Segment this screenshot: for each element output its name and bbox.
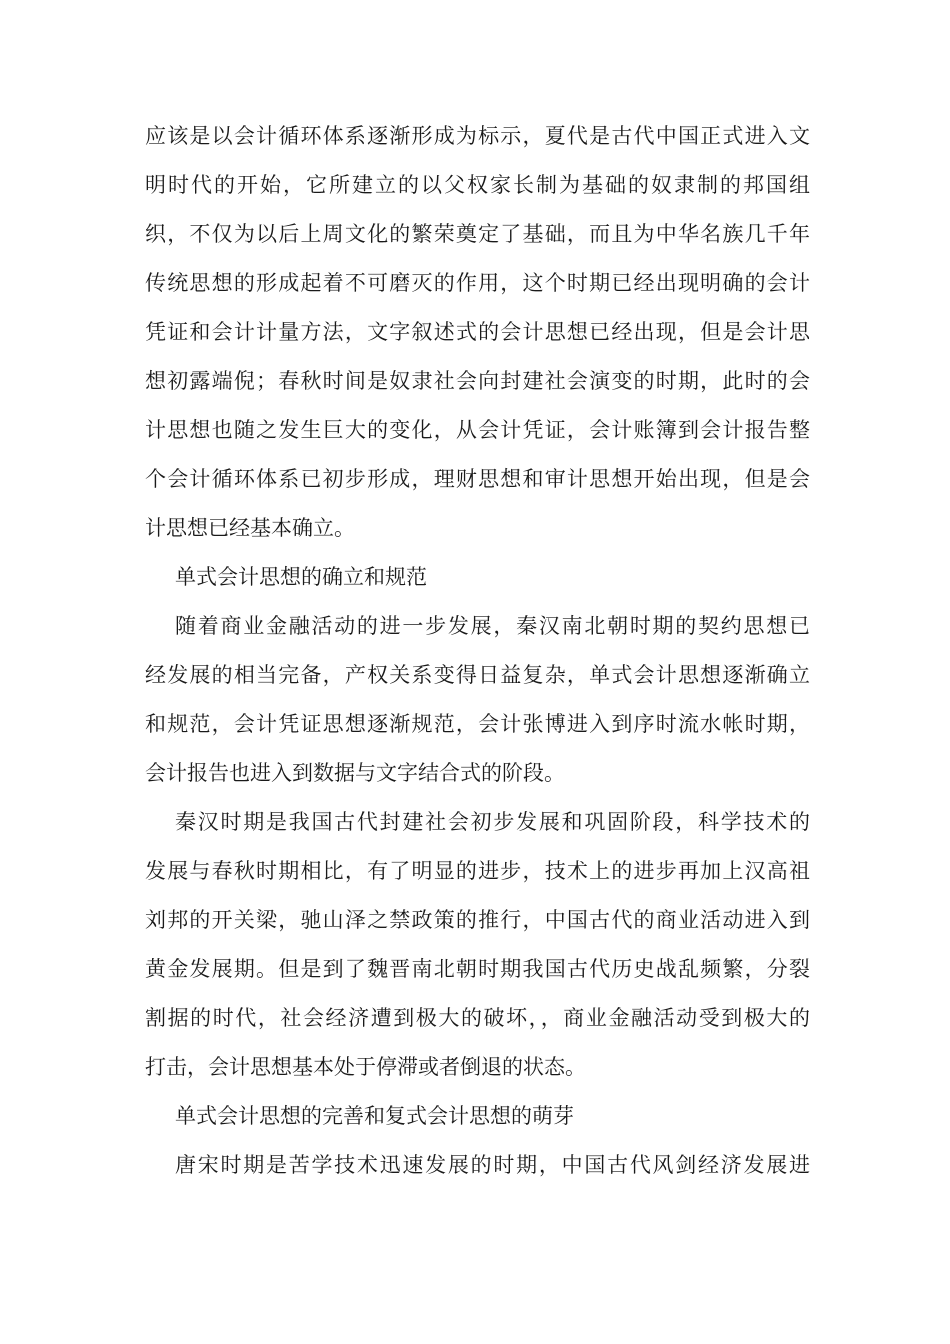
document-body: [145, 112, 810, 1190]
text-line: 和规范，会计凭证思想逐渐规范，会计张博进入到序时流水帐时期，: [145, 712, 810, 736]
text-line: 计思想已经基本确立。: [145, 516, 355, 540]
text-line: 传统思想的形成起着不可磨灭的作用，这个时期已经出现明确的会计: [145, 271, 810, 295]
text-line: 想初露端倪；春秋时间是奴隶社会向封建社会演变的时期，此时的会: [145, 369, 810, 393]
text-line: 明时代的开始，它所建立的以父权家长制为基础的奴隶制的邦国组: [145, 173, 810, 197]
text-line: 割据的时代，社会经济遭到极大的破坏，，商业金融活动受到极大的: [145, 1006, 810, 1030]
text-line: 计思想也随之发生巨大的变化，从会计凭证，会计账簿到会计报告整: [145, 418, 810, 442]
text-line: 会计报告也进入到数据与文字结合式的阶段。: [145, 761, 565, 785]
text-line: 发展与春秋时期相比，有了明显的进步，技术上的进步再加上汉高祖: [145, 859, 810, 883]
text-line: 织，不仅为以后上周文化的繁荣奠定了基础，而且为中华名族几千年: [145, 222, 810, 246]
section-heading: 单式会计思想的完善和复式会计思想的萌芽: [175, 1104, 574, 1128]
text-line: 唐宋时期是苦学技术迅速发展的时期，中国古代风剑经济发展进: [175, 1153, 810, 1177]
text-line: 黄金发展期。但是到了魏晋南北朝时期我国古代历史战乱频繁，分裂: [145, 957, 810, 981]
text-line: 刘邦的开关梁，驰山泽之禁政策的推行，中国古代的商业活动进入到: [145, 908, 810, 932]
text-line: 个会计循环体系已初步形成，理财思想和审计思想开始出现，但是会: [145, 467, 810, 491]
text-line: 凭证和会计计量方法，文字叙述式的会计思想已经出现，但是会计思: [145, 320, 810, 344]
text-line: 应该是以会计循环体系逐渐形成为标示，夏代是古代中国正式进入文: [145, 124, 810, 148]
text-line: 打击，会计思想基本处于停滞或者倒退的状态。: [145, 1055, 586, 1079]
text-line: 随着商业金融活动的进一步发展，秦汉南北朝时期的契约思想已: [175, 614, 810, 638]
section-heading: 单式会计思想的确立和规范: [175, 565, 427, 589]
text-line: 经发展的相当完备，产权关系变得日益复杂，单式会计思想逐渐确立: [145, 663, 810, 687]
text-line: 秦汉时期是我国古代封建社会初步发展和巩固阶段，科学技术的: [175, 810, 810, 834]
